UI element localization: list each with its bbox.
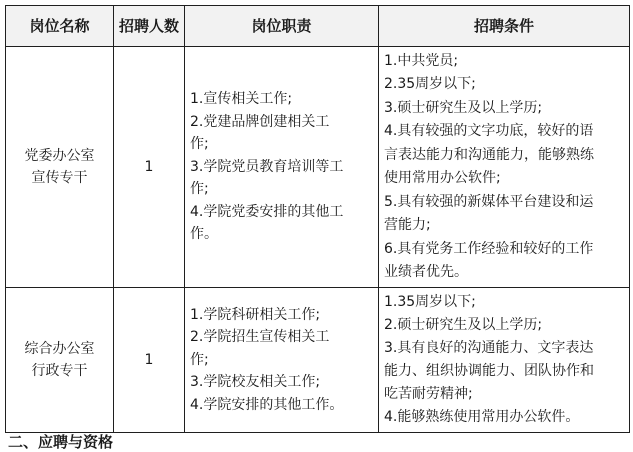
next-section-heading: 二、应聘与资格 [8, 433, 114, 451]
requirement-line: 3.硕士研究生及以上学历; [384, 99, 543, 116]
duties-cell [185, 47, 379, 288]
table-row [6, 288, 630, 433]
headcount-cell: 1 [114, 288, 185, 433]
header-duties: 岗位职责 [185, 6, 379, 47]
table-row [6, 47, 630, 288]
duty-line: 2.党建品牌创建相关工 [190, 113, 330, 130]
requirement-line: 4.具有较强的文字功底，较好的语 [384, 123, 594, 139]
position-name-line: 行政专干 [31, 363, 88, 379]
position-name-line: 综合办公室 [24, 341, 95, 357]
position-name-cell [6, 47, 114, 288]
position-name-line: 党委办公室 [24, 148, 95, 164]
position-name-line: 宣传专干 [31, 170, 88, 186]
duty-line: 4.学院党委安排的其他工 [190, 203, 344, 220]
duties-cell [185, 288, 379, 433]
requirement-line: 1.35周岁以下; [384, 294, 476, 310]
table-header-row [6, 6, 630, 47]
requirement-line: 2.硕士研究生及以上学历; [384, 317, 543, 333]
headcount-cell: 1 [114, 47, 185, 288]
header-requirements: 招聘条件 [379, 6, 630, 47]
duty-line: 1.宣传相关工作; [190, 91, 293, 108]
duty-line: 作; [190, 181, 209, 198]
requirement-line: 5.具有较强的新媒体平台建设和运 [384, 193, 594, 210]
requirement-line: 吃苦耐劳精神; [384, 386, 473, 402]
recruitment-table [5, 5, 630, 433]
requirement-line: 能力、组织协调能力、团队协作和 [384, 363, 594, 379]
requirement-line: 3.具有良好的沟通能力、文字表达 [384, 340, 594, 356]
duty-line: 4.学院安排的其他工作。 [190, 396, 344, 413]
requirement-line: 营能力; [384, 217, 431, 233]
requirement-line: 1.中共党员; [384, 52, 459, 69]
duty-line: 3.学院校友相关工作; [190, 374, 321, 391]
duty-line: 作。 [190, 226, 218, 243]
requirement-line: 4.能够熟练使用常用办公软件。 [384, 409, 580, 425]
requirements-cell [379, 288, 630, 433]
requirement-line: 言表达能力和沟通能力，能够熟练 [384, 146, 594, 163]
requirement-line: 6.具有党务工作经验和较好的工作 [384, 240, 594, 257]
duty-line: 2.学院招生宣传相关工 [190, 329, 330, 346]
duty-line: 作; [190, 351, 209, 368]
header-position-name: 岗位名称 [6, 6, 114, 47]
duty-line: 作; [190, 136, 209, 153]
header-headcount: 招聘人数 [114, 6, 185, 47]
requirement-line: 使用常用办公软件; [384, 170, 501, 186]
duty-line: 3.学院党员教育培训等工 [190, 158, 344, 175]
requirement-line: 2.35周岁以下; [384, 76, 476, 92]
requirement-line: 业绩者优先。 [384, 264, 468, 280]
requirements-cell [379, 47, 630, 288]
position-name-cell [6, 288, 114, 433]
duty-line: 1.学院科研相关工作; [190, 306, 321, 323]
